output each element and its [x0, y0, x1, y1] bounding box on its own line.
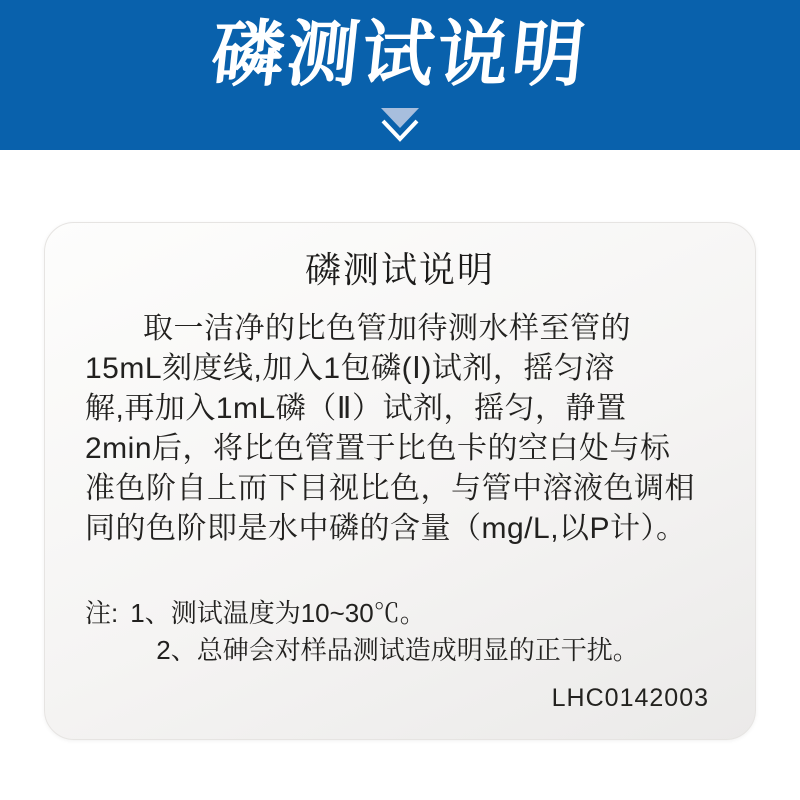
header-banner — [0, 0, 800, 150]
notes-section — [85, 595, 715, 669]
paragraph-line: 准色阶自上而下目视比色，与管中溶液色调相 — [85, 472, 695, 505]
paragraph-line: 2min后，将比色管置于比色卡的空白处与标 — [85, 432, 671, 465]
paragraph-line: 15mL刻度线,加入1包磷(Ⅰ)试剂，摇匀溶 — [85, 352, 615, 385]
note-item: 1、测试温度为10~30℃。 — [130, 598, 426, 628]
paragraph-line: 同的色阶即是水中磷的含量（mg/L,以P计）。 — [85, 512, 687, 545]
chevron-down-icon — [378, 106, 422, 144]
page-title: 磷测试说明 — [208, 15, 592, 95]
instruction-card — [44, 222, 756, 740]
paragraph-line: 取一洁净的比色管加待测水样至管的 — [143, 312, 631, 345]
instructions-paragraph — [85, 309, 715, 549]
card-title: 磷测试说明 — [304, 249, 495, 290]
notes-list — [130, 595, 715, 669]
notes-label: 注: — [85, 598, 119, 628]
note-item: 2、总砷会对样品测试造成明显的正干扰。 — [156, 635, 639, 665]
product-code: LHC0142003 — [551, 684, 709, 712]
paragraph-line: 解,再加入1mL磷（Ⅱ）试剂，摇匀，静置 — [85, 392, 627, 425]
